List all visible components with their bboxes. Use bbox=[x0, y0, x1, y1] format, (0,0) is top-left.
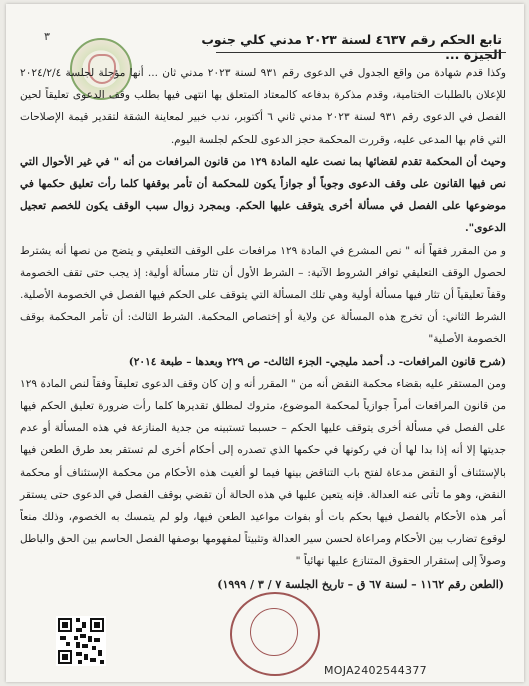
paragraph-cassation: ومن المستقر عليه بقضاء محكمة النقض أنه من " المقرر أنه و إن كان وقف الدعوى تعليقاً وفقاً لنص المادة ١٢٩ من قانون المرافعات أمراً جوازياً لمحكمة الموضوع، متروك لمطلق تقديرها كلما رأت ضرورة تعليق الحكم فيها على الفصل في مسألة أخرى يتوقف عليها الحكم – حسبما تستبينه من جدية المنازعة في هذه المسألة أو عدم جديتها إلا أنه إذا بدا لها أن في ركونها في حكمها الذي تصدره إلى أحكام أخرى لم تستقر بعد طرق الطعن فيها بالإستئناف أو النقض مدعاة لفتح باب التناقض بينها فيما لو ألغيت هذه الأحكام من محكمة الإستئناف أو محكمة النقض، وهو ما تأتى عنه العدالة. فإنه يتعين عليها في هذه الحالة أن تقضي بوقف الفصل في الدعوى حتى يستقر أمر هذه الأحكام بالفصل فيها بحكم بات أو بفوات مواعيد الطعن فيها، ولو لم يتمسك به الخصوم، وذلك منعاً لوقوع تضارب بين الأحكام ومراعاة لحسن سير العدالة وتثبيتاً لمفهومها بوصفها الفصل الحاسم بين الحق والباطل وصولاً إلى إستقرار الحقوق المتنازع عليها نهائياً " bbox=[20, 377, 506, 568]
paragraph-article-129: وحيث أن المحكمة تقدم لقضائها بما نصت عليه المادة ١٢٩ من قانون المرافعات من أنه " في غير الأحوال التي نص فيها القانون على وقف الدعوى وجوباً أو جوازاً يكون للمحكمة أن تأمر بوقفها كلما رأت تعليق حكمها في موضوعها على الفصل في مسألة أخرى يتوقف عليها الحكم. وبمجرد زوال سبب الوقف يكون للخصم تعجيل الدعوى". bbox=[20, 155, 506, 235]
document-page bbox=[6, 4, 524, 682]
page-number: ٣ bbox=[44, 30, 50, 43]
header-divider bbox=[216, 52, 506, 53]
case-header: تابع الحكم رقم ٤٦٣٧ لسنة ٢٠٢٣ مدني كلي جنوب الجيزة ... bbox=[201, 32, 502, 62]
qr-code-icon bbox=[56, 616, 106, 666]
document-body bbox=[20, 62, 506, 573]
ministry-stamp-icon bbox=[230, 592, 320, 676]
cassation-citation: (الطعن رقم ١١٦٢ – لسنة ٦٧ ق – تاريخ الجلسة ٧ / ٣ / ١٩٩٩) bbox=[217, 578, 504, 591]
paragraph-proceedings: وكذا قدم شهادة من واقع الجدول في الدعوى رقم ٩٣١ لسنة ٢٠٢٣ مدني ثان ... أنها مؤجلة لجلسة ٢٠٢٤/٢/٤ للإعلان بالطلبات الختامية، وقدم مذكرة بدفاعه كالمعتاد المتعلق بها انتهى فيها بطلب وقف الدعوى تعليقاً لحين الفصل في الدعوى رقم ٩٣١ لسنة ٢٠٢٣ مدني ثاني ٦ أكتوبر، ندب خبير لمعاينة الشقة لتقدير قيمة الإصلاحات التي قام بها المدعى عليه، وقررت المحكمة حجز الدعوى للحكم لجلسة اليوم. bbox=[20, 67, 507, 146]
paragraph-doctrine: و من المقرر فقهاً أنه " نص المشرع في المادة ١٢٩ مرافعات على الوقف التعليقي و يتضح من نصها أنه يشترط لحصول الوقف التعليقي توافر الشروط الآتية: – الشرط الأول أن تثار مسألة أولية: إذ يجب حتى تقف الخصومة وقفاً تعليقياً أن تثار فيها مسألة أولية وهي تلك المسألة التي يتوقف على الحكم فيها الفصل في الخصومة الأصلية. الشرط الثاني: أن تخرج هذه المسألة عن ولاية أو إختصاص المحكمة. الشرط الثالث: أن تأمر المحكمة بوقف الخصومة الأصلية" bbox=[20, 244, 506, 346]
paragraph-reference: (شرح قانون المرافعات- د. أحمد مليجي- الجزء الثالث- ص ٢٢٩ وبعدها – طبعة ٢٠١٤) bbox=[128, 355, 506, 368]
document-code: MOJA2402544377 bbox=[324, 664, 427, 677]
